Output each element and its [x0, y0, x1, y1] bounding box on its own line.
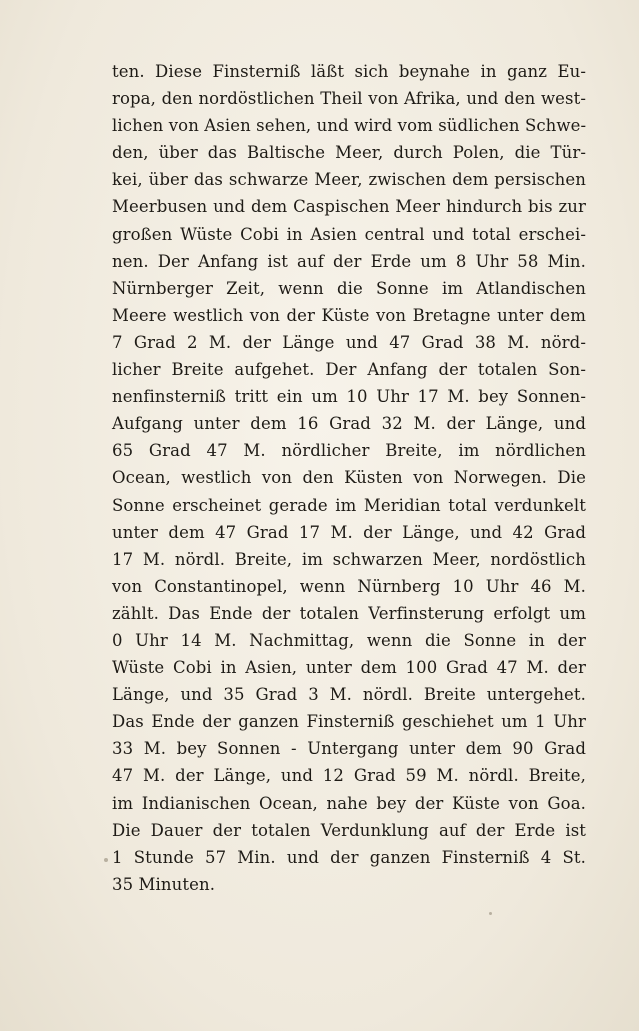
text-line: Ocean, westlich von den Küsten von Norwegen. Die — [112, 468, 586, 488]
text-line: 65 Grad 47 M. nördlicher Breite, im nördlichen — [112, 441, 586, 461]
text-line: 47 M. der Länge, und 12 Grad 59 M. nördl. Breite, — [112, 766, 586, 786]
text-line: im Indianischen Ocean, nahe bey der Küste von Goa. — [112, 793, 586, 813]
text-line: großen Wüste Cobi in Asien central und total erschei- — [112, 224, 586, 244]
text-line: ten. Diese Finsterniß läßt sich beynahe in ganz Eu- — [112, 62, 586, 81]
text-line: nenfinsterniß tritt ein um 10 Uhr 17 M. bey Sonnen- — [112, 387, 586, 407]
text-line: Das Ende der ganzen Finsterniß geschiehet um 1 Uhr — [112, 712, 586, 732]
text-block — [112, 58, 586, 898]
text-line: ropa, den nordöstlichen Theil von Afrika, und den west- — [112, 89, 586, 109]
text-line: Sonne erscheinet gerade im Meridian total verdunkelt — [112, 495, 586, 515]
text-line: Meere westlich von der Küste von Bretagne unter dem — [112, 305, 586, 325]
text-line: unter dem 47 Grad 17 M. der Länge, und 42 Grad — [112, 522, 586, 542]
text-line: Meerbusen und dem Caspischen Meer hindurch bis zur — [112, 197, 586, 217]
text-line: kei, über das schwarze Meer, zwischen dem persischen — [112, 170, 586, 190]
paper-speck — [104, 858, 108, 862]
text-line: licher Breite aufgehet. Der Anfang der totalen Son- — [112, 360, 586, 380]
text-line: 17 M. nördl. Breite, im schwarzen Meer, nordöstlich — [112, 549, 586, 569]
text-line: den, über das Baltische Meer, durch Polen, die Tür- — [112, 143, 586, 163]
text-line: Länge, und 35 Grad 3 M. nördl. Breite untergehet. — [112, 685, 586, 705]
text-line: Die Dauer der totalen Verdunklung auf der Erde ist — [112, 820, 586, 840]
text-line: nen. Der Anfang ist auf der Erde um 8 Uhr 58 Min. — [112, 251, 586, 271]
text-line: Nürnberger Zeit, wenn die Sonne im Atlandischen — [112, 278, 586, 298]
text-line: 33 M. bey Sonnen - Untergang unter dem 90 Grad — [112, 739, 586, 759]
paper-speck — [489, 912, 492, 915]
text-line-final: 35 Minuten. — [112, 874, 216, 894]
text-line: zählt. Das Ende der totalen Verfinsterung erfolgt um — [112, 603, 586, 623]
text-line: Aufgang unter dem 16 Grad 32 M. der Länge, und — [112, 414, 586, 434]
text-line: von Constantinopel, wenn Nürnberg 10 Uhr 46 M. — [112, 576, 586, 596]
text-line: 7 Grad 2 M. der Länge und 47 Grad 38 M. nörd- — [112, 332, 586, 352]
text-line: 0 Uhr 14 M. Nachmittag, wenn die Sonne in der — [112, 630, 586, 650]
text-line: Wüste Cobi in Asien, unter dem 100 Grad 47 M. der — [112, 658, 586, 678]
text-line: lichen von Asien sehen, und wird vom südlichen Schwe- — [112, 116, 587, 136]
text-line: 1 Stunde 57 Min. und der ganzen Finsterniß 4 St. — [112, 847, 586, 867]
